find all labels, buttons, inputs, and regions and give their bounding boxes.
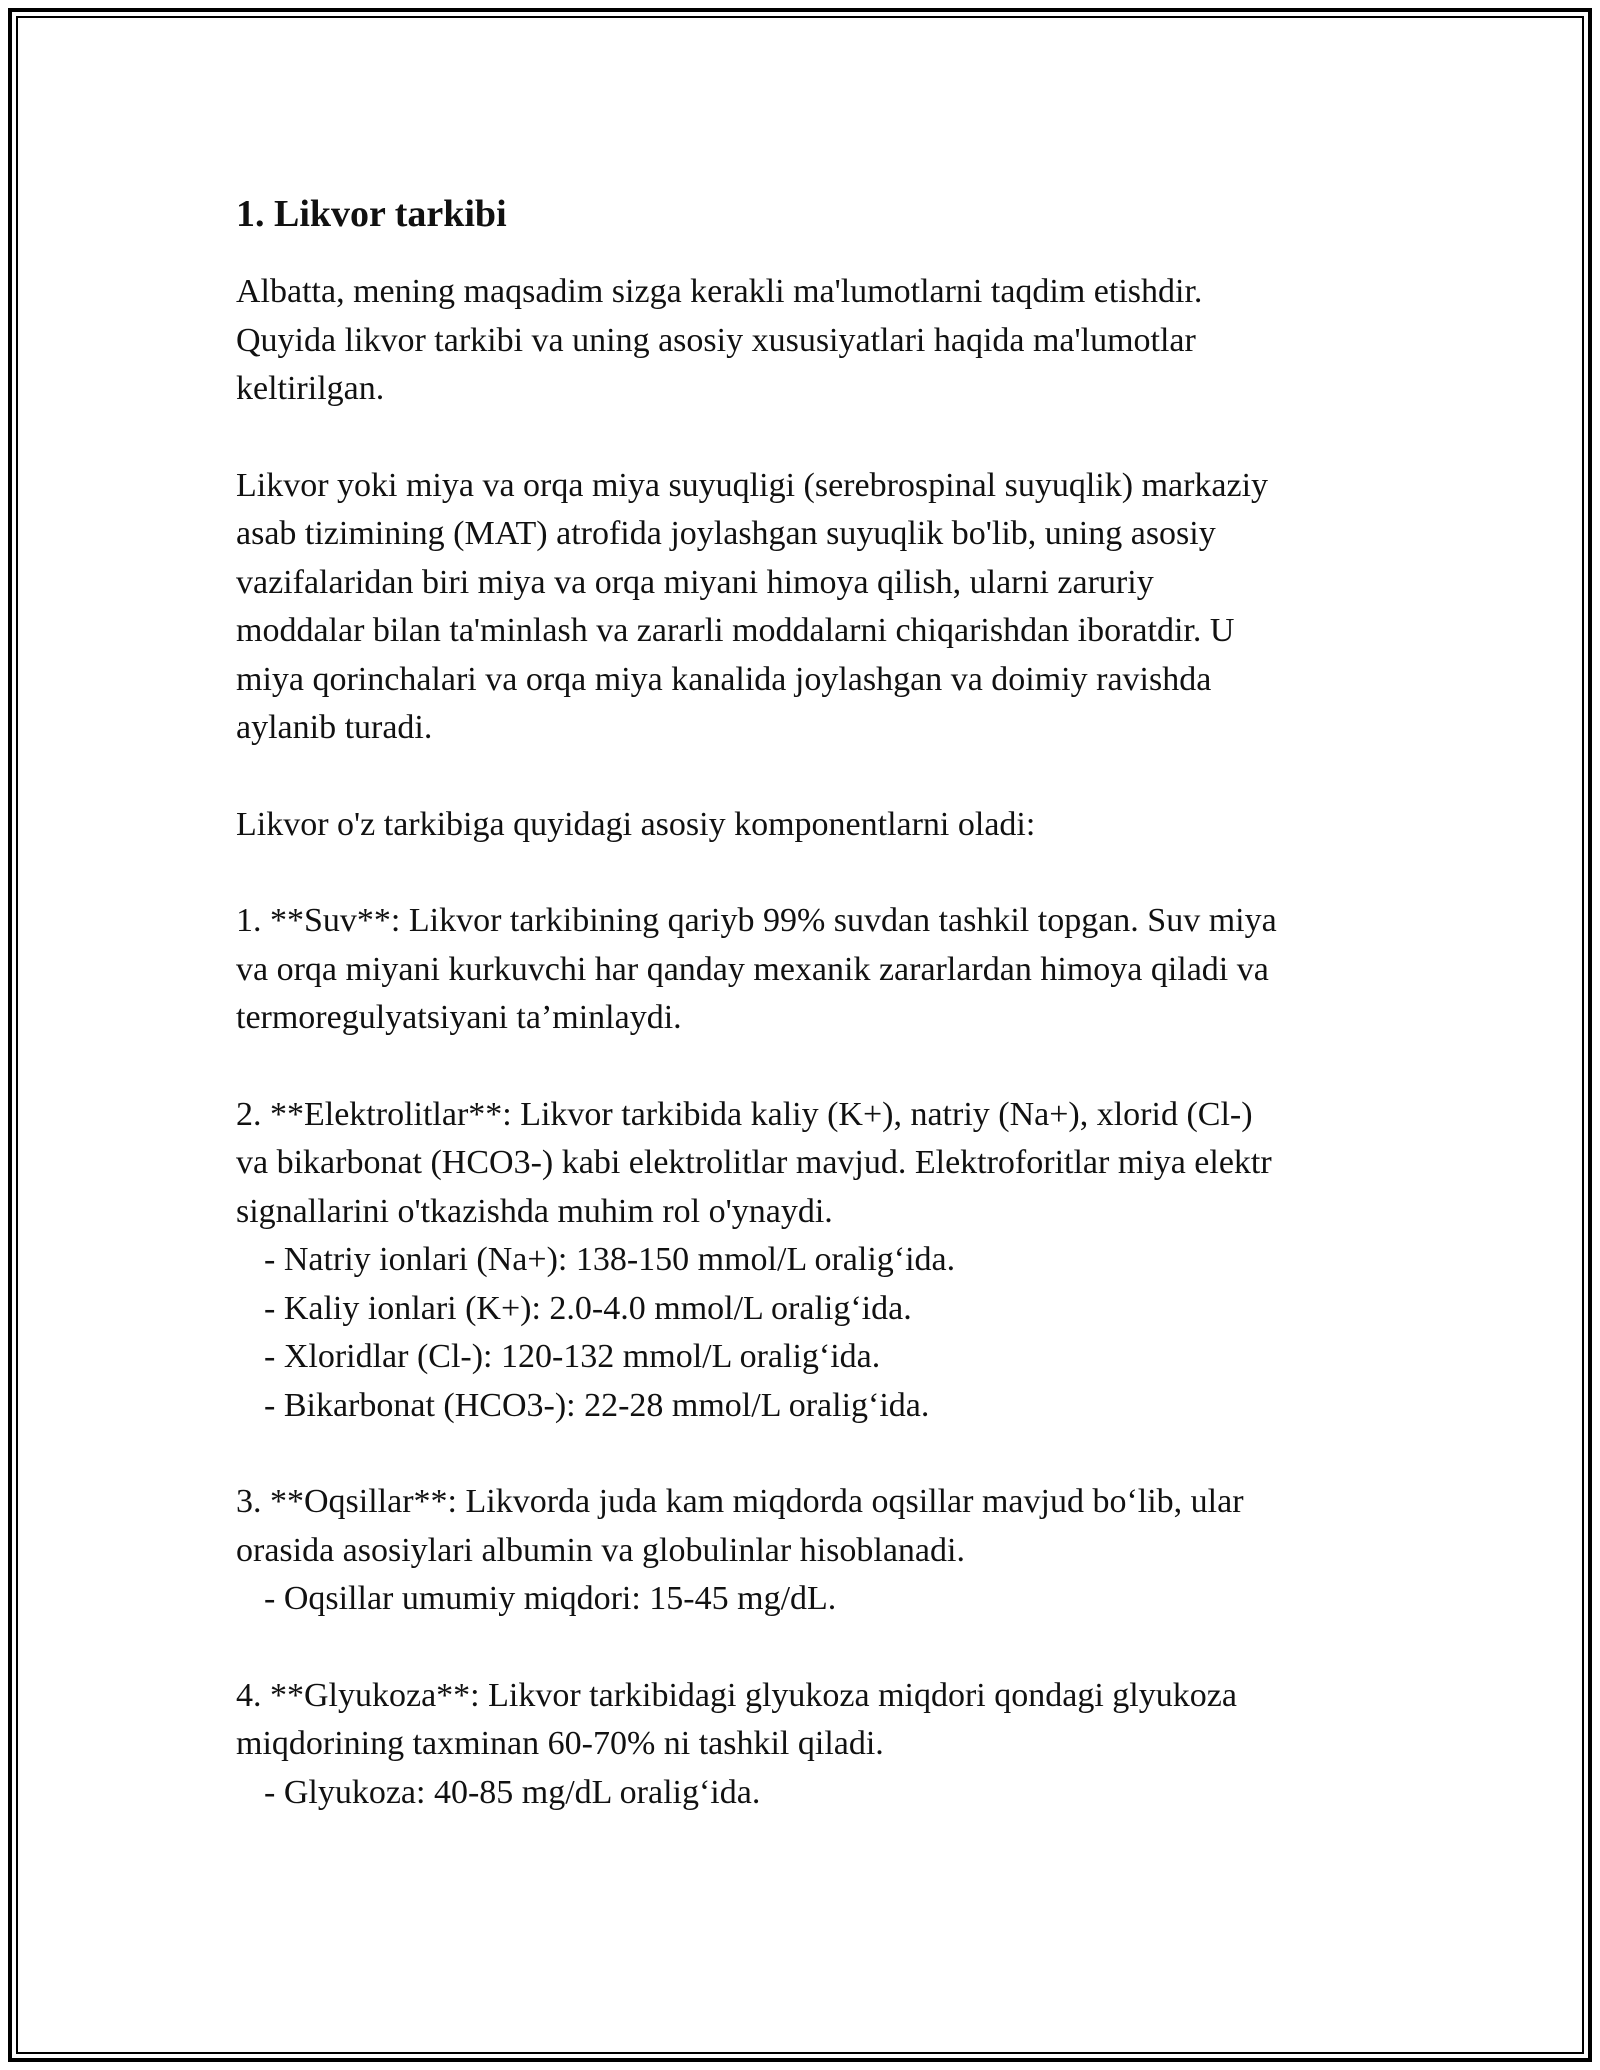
sub-item-line: - Bikarbonat (HCO3-): 22-28 mmol/L oralig‘ida. — [264, 1386, 930, 1424]
intro-line: Quyida likvor tarkibi va uning asosiy xususiyatlari haqida ma'lumotlar — [236, 321, 1196, 359]
list-item-water — [236, 897, 1396, 1043]
sub-item-line: - Xloridlar (Cl-): 120-132 mmol/L oralig‘ida. — [264, 1338, 881, 1375]
document-body — [236, 186, 1396, 1865]
list-item-electrolytes — [236, 1091, 1396, 1431]
item-line: 3. **Oqsillar**: Likvorda juda kam miqdorda oqsillar mavjud bo‘lib, ular — [236, 1483, 1244, 1520]
intro-line: keltirilgan. — [236, 370, 385, 407]
item-line: termoregulyatsiyani ta’minlaydi. — [236, 999, 682, 1036]
item-line: orasida asosiylari albumin va globulinlar hisoblanadi. — [236, 1531, 965, 1569]
item-line: miqdorining taxminan 60-70% ni tashkil qiladi. — [236, 1725, 884, 1762]
list-item-glucose — [236, 1672, 1396, 1818]
sub-item-line: - Natriy ionlari (Na+): 138-150 mmol/L oralig‘ida. — [264, 1241, 956, 1278]
item-line: va orqa miyani kurkuvchi har qanday mexanik zararlardan himoya qiladi va — [236, 950, 1269, 988]
list-item-proteins — [236, 1478, 1396, 1624]
section-heading: 1. Likvor tarkibi — [236, 193, 507, 235]
description-line: vazifalaridan biri miya va orqa miyani himoya qilish, ularni zaruriy — [236, 563, 1154, 601]
description-line: moddalar bilan ta'minlash va zararli moddalarni chiqarishdan iboratdir. U — [236, 612, 1235, 649]
intro-paragraph — [236, 268, 1396, 414]
item-line: 1. **Suv**: Likvor tarkibining qariyb 99% suvdan tashkil topgan. Suv miya — [236, 902, 1277, 939]
description-line: miya qorinchalari va orqa miya kanalida joylashgan va doimiy ravishda — [236, 660, 1212, 698]
description-line: asab tizimining (MAT) atrofida joylashgan suyuqlik bo'lib, uning asosiy — [236, 515, 1216, 552]
components-intro-paragraph — [236, 801, 1396, 850]
description-line: Likvor yoki miya va orqa miya suyuqligi (serebrospinal suyuqlik) markaziy — [236, 466, 1269, 504]
sub-item-line: - Glyukoza: 40-85 mg/dL oralig‘ida. — [264, 1773, 761, 1811]
item-line: 2. **Elektrolitlar**: Likvor tarkibida kaliy (K+), natriy (Na+), xlorid (Cl-) — [236, 1095, 1253, 1133]
sub-item-line: - Oqsillar umumiy miqdori: 15-45 mg/dL. — [264, 1580, 837, 1617]
components-intro-line: Likvor o'z tarkibiga quyidagi asosiy komponentlarni oladi: — [236, 805, 1036, 843]
sub-item-line: - Kaliy ionlari (K+): 2.0-4.0 mmol/L oralig‘ida. — [264, 1289, 912, 1327]
item-line: va bikarbonat (HCO3-) kabi elektrolitlar mavjud. Elektroforitlar miya elektr — [236, 1144, 1272, 1181]
item-line: signallarini o'tkazishda muhim rol o'ynaydi. — [236, 1192, 833, 1230]
item-line: 4. **Glyukoza**: Likvor tarkibidagi glyukoza miqdori qondagi glyukoza — [236, 1676, 1237, 1714]
intro-line: Albatta, mening maqsadim sizga kerakli ma'lumotlarni taqdim etishdir. — [236, 273, 1203, 310]
description-paragraph — [236, 462, 1396, 753]
description-line: aylanib turadi. — [236, 709, 433, 746]
